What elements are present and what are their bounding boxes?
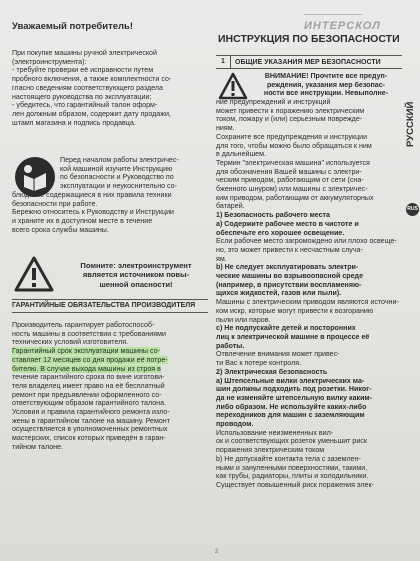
language-tab (405, 55, 420, 215)
intro-line: гласно сведениям соответствующего раздела (12, 83, 163, 92)
safety-line: ким приводом, работающим от аккумуляторных (216, 193, 374, 202)
warning-line: Помните: электроинструмент (80, 261, 192, 270)
manual-line: всего срока службы машины. (12, 225, 109, 234)
intro-line: - убедитесь, что гарантийный талон оформ- (12, 101, 158, 110)
warranty-header: ГАРАНТИЙНЫЕ ОБЯЗАТЕЛЬСТВА ПРОИЗВОДИТЕЛЯ (12, 299, 208, 313)
safety-line: Отвлечение внимания может привес- (216, 350, 340, 359)
language-tab-label: РУССКИЙ (405, 101, 416, 147)
rule-line: обеспечьте его хорошее освещение. (216, 228, 345, 237)
rule-line: (например, в присутствии воспламеняю- (216, 280, 362, 289)
safety-line: Использование неизмененных вил- (216, 428, 334, 437)
subsection-title: 1) Безопасность рабочего места (216, 211, 330, 220)
safety-line: для того, чтобы можно было обращаться к ним (216, 141, 372, 150)
safety-line: ком искр, которые могут привести к возгоранию (216, 306, 374, 315)
safety-line: поражения электрическим током (216, 446, 325, 455)
manual-line: безопасности при работе. (12, 199, 98, 208)
warranty-line: ремонт при предъявлении оформленного со- (12, 390, 162, 399)
safety-line: Если рабочее место загромождено или плохо освеще- (216, 237, 397, 246)
rule-line: а) Штепсельные вилки электрических ма- (216, 376, 365, 385)
safety-line: Сохраните все предупреждения и инструкции (216, 132, 368, 141)
read-manual-text-cont (12, 191, 208, 235)
subsection-title: 2) Электрическая безопасность (216, 367, 328, 376)
section-header (216, 55, 402, 69)
page-title: ИНСТРУКЦИЯ ПО БЕЗОПАСНОСТИ (218, 33, 400, 45)
warranty-highlight-line (12, 347, 208, 356)
manual-line: Бережно относитесь к Руководству и Инструкции (12, 208, 175, 217)
warranty-line: Производитель гарантирует работоспособ- (12, 321, 155, 329)
language-badge: RUS (406, 203, 419, 216)
warranty-line: ответствующим образом гарантийного талона. (12, 399, 166, 408)
safety-line: ческим приводом, работающим от сети (сна- (216, 176, 364, 185)
rule-line: а) Содержите рабочее место в чистоте и (216, 219, 359, 228)
warranty-line: технических условий изготовителя. (12, 338, 129, 347)
warranty-section (12, 321, 208, 452)
safety-line: ние предупреждений и инструкций (216, 98, 331, 106)
safety-line: как трубы, радиаторы, плиты и холодильники. (216, 472, 369, 481)
safety-line: для обозначения Вашей машины с электри- (216, 167, 362, 176)
safety-line: ти Вас к потере контроля. (216, 359, 302, 368)
purchase-intro (12, 49, 208, 127)
rule-line: щихся жидкостей, газов или пыли). (216, 289, 342, 298)
brand-logo: ИНТЕРСКОЛ (304, 8, 420, 32)
intro-line: штамп магазина и подпись продавца. (12, 118, 136, 127)
rule-line: c) Не подпускайте детей и посторонних (216, 324, 356, 333)
warranty-line: теля владелец имеет право на её бесплатный (12, 381, 165, 390)
attention-block (250, 72, 402, 98)
intro-line: пробного включения, а также комплектности со- (12, 75, 172, 84)
warning-line: шенной опасности! (99, 279, 173, 289)
safety-line: ям. (216, 254, 227, 263)
intro-line: (электроинструмента): (12, 57, 87, 66)
warning-icon (14, 256, 54, 292)
intro-line: - требуйте проверки её исправности путем (12, 66, 154, 75)
rule-line: b) Не следует эксплуатировать электри- (216, 263, 359, 272)
highlight-mark: бителю. В случае выхода машины из строя в (12, 364, 161, 373)
safety-line: b) Не допускайте контакта тела с заземлен- (216, 454, 361, 463)
safety-line: Термин "электрическая машина" используется (216, 158, 370, 167)
safety-line: бженного шнуром) или машины с электричес- (216, 185, 368, 194)
page-number: 2 (215, 549, 219, 555)
warranty-line: Условия и правила гарантийного ремонта изло- (12, 408, 170, 417)
safety-text (216, 98, 402, 490)
warning-line: является источником повы- (82, 270, 190, 280)
safety-line: но, это может привести к несчастным случа- (216, 245, 363, 254)
greeting-heading: Уважаемый потребитель! (12, 21, 134, 32)
warranty-line: течение гарантийного срока по вине изготови- (12, 373, 165, 382)
warranty-line: осуществляется в уполномоченных ремонтных (12, 425, 168, 434)
intro-line: настоящего руководства по эксплуатации; (12, 92, 152, 101)
highlight-mark: ставляет 12 месяцев со дня продажи её потре- (12, 355, 168, 364)
rule-line: ческие машины во взрывоопасной среде (216, 272, 364, 281)
section-number: 1 (216, 56, 231, 68)
safety-line: Существует повышенный риск поражения элек- (216, 480, 374, 489)
safety-line: ок и соответствующих розеток уменьшит риск (216, 437, 367, 446)
rule-line: лиц к электрической машине в процессе её (216, 332, 370, 341)
warranty-line: ность машины в соответствии с требованиями (12, 329, 166, 338)
read-manual-text (60, 156, 210, 191)
rule-line: проводом. (216, 420, 254, 429)
rule-line: шин должны подходить под розетки. Никог- (216, 385, 372, 394)
attention-line: реждения, указания мер безопас- (266, 80, 386, 89)
manual-line: блюдайте содержащиеся в них правила техники (12, 191, 172, 199)
safety-line: Машины с электрическим приводом являются источни- (216, 298, 399, 307)
highlight-mark: Гарантийный срок эксплуатации машины со- (12, 347, 160, 356)
attention-line: ВНИМАНИЕ! Прочтите все предуп- (264, 72, 388, 80)
safety-line: током, пожару и (или) серьезным поврежде- (216, 115, 363, 124)
safety-line: батарей. (216, 202, 245, 211)
safety-line: ными и зануленными поверхностями, такими, (216, 463, 368, 472)
safety-line: может привести к поражению электрическим (216, 106, 365, 115)
rule-line: переходников для машин с заземляющим (216, 411, 365, 420)
attention-line: ности все инструкции. Невыполне- (263, 89, 389, 98)
intro-line: лен должным образом, содержит дату продажи, (12, 109, 171, 118)
warranty-line: тийном талоне. (12, 442, 63, 451)
rule-line: да не изменяйте штепсельную вилку каким- (216, 393, 373, 402)
warranty-highlight-line (12, 365, 208, 374)
warning-text (64, 261, 208, 289)
warranty-line: жены в гарантийном талоне на машину. Ремонт (12, 416, 170, 425)
warranty-line: мастерских, список которых приведён в гаран- (12, 434, 166, 443)
safety-line: пыли или паров. (216, 315, 271, 324)
section-title: ОБЩИЕ УКАЗАНИЯ МЕР БЕЗОПАСНОСТИ (235, 58, 381, 66)
rule-line: работы. (216, 341, 245, 350)
manual-line: Перед началом работы электричес- (60, 156, 179, 164)
manual-line: кой машиной изучите Инструкцию (60, 164, 173, 173)
warranty-highlight-line (12, 356, 208, 365)
safety-line: в дальнейшем. (216, 150, 266, 159)
intro-line: При покупке машины ручной электрической (12, 49, 157, 57)
attention-icon (218, 72, 248, 100)
manual-line: по безопасности и Руководство по (60, 173, 174, 182)
manual-line: эксплуатации и неукоснительно со- (60, 182, 177, 191)
manual-line: и храните их в доступном месте в течение (12, 217, 153, 226)
safety-line: ниям. (216, 124, 235, 133)
rule-line: либо образом. Не используйте каких-либо (216, 402, 367, 411)
